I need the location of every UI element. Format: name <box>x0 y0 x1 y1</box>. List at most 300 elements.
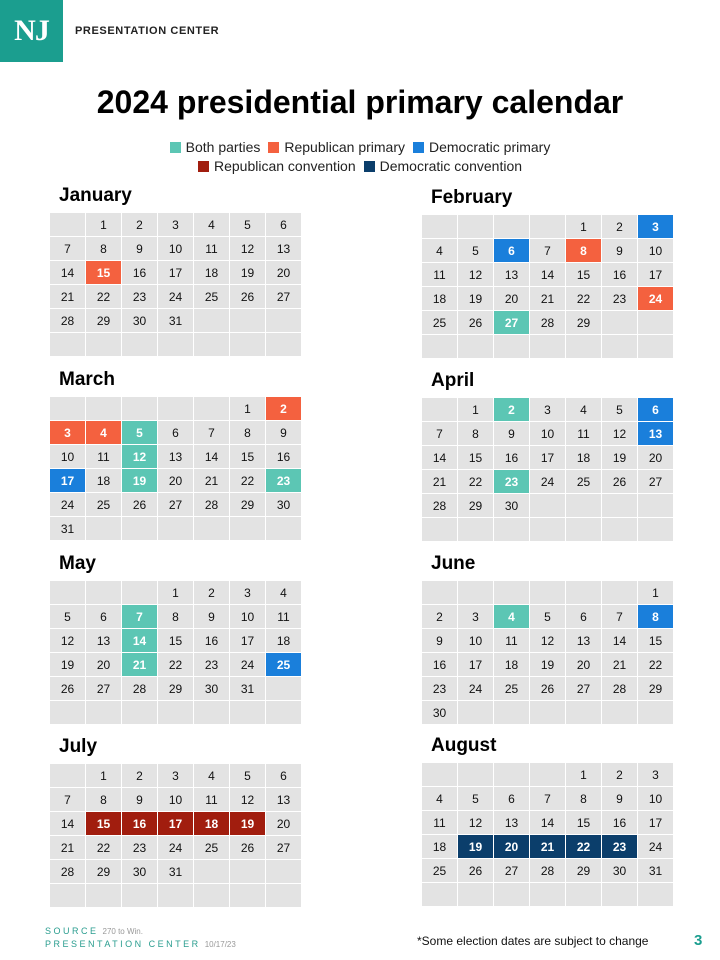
legend-row-2 <box>0 158 720 174</box>
nj-logo: NJ <box>0 0 63 62</box>
month-august <box>422 735 672 906</box>
day-cell-both: 14 <box>122 629 157 652</box>
day-cell: 25 <box>86 493 121 516</box>
empty-cell <box>422 581 457 604</box>
day-cell-repconv: 19 <box>230 812 265 835</box>
day-cell: 16 <box>194 629 229 652</box>
calendar-grid <box>422 215 673 358</box>
legend-label: Democratic convention <box>379 158 523 174</box>
empty-cell <box>86 701 121 724</box>
day-cell: 8 <box>458 422 493 445</box>
day-cell: 6 <box>266 213 301 236</box>
empty-cell <box>494 763 529 786</box>
empty-cell <box>458 883 493 906</box>
day-cell-rep: 15 <box>86 261 121 284</box>
calendar-grid <box>50 764 301 907</box>
day-cell-rep: 4 <box>86 421 121 444</box>
day-cell: 2 <box>194 581 229 604</box>
empty-cell <box>122 581 157 604</box>
day-cell: 27 <box>638 470 673 493</box>
empty-cell <box>566 701 601 724</box>
month-name: June <box>431 553 476 574</box>
day-cell: 28 <box>122 677 157 700</box>
legend-swatch <box>170 142 181 153</box>
day-cell: 29 <box>230 493 265 516</box>
empty-cell <box>422 398 457 421</box>
day-cell: 25 <box>194 285 229 308</box>
day-cell: 5 <box>50 605 85 628</box>
legend-swatch <box>268 142 279 153</box>
day-cell: 2 <box>422 605 457 628</box>
day-cell: 13 <box>266 788 301 811</box>
day-cell: 15 <box>230 445 265 468</box>
empty-cell <box>266 333 301 356</box>
day-cell: 3 <box>638 763 673 786</box>
day-cell: 1 <box>458 398 493 421</box>
day-cell: 9 <box>602 239 637 262</box>
empty-cell <box>86 397 121 420</box>
day-cell: 18 <box>86 469 121 492</box>
day-cell: 1 <box>638 581 673 604</box>
empty-cell <box>86 884 121 907</box>
empty-cell <box>566 518 601 541</box>
empty-cell <box>638 701 673 724</box>
day-cell: 26 <box>230 836 265 859</box>
day-cell: 26 <box>458 311 493 334</box>
day-cell: 14 <box>530 811 565 834</box>
empty-cell <box>230 884 265 907</box>
center-label: PRESENTATION CENTER <box>45 939 201 949</box>
day-cell: 30 <box>602 859 637 882</box>
empty-cell <box>602 518 637 541</box>
empty-cell <box>458 518 493 541</box>
footnote: *Some election dates are subject to change <box>417 934 649 948</box>
footer-date: 10/17/23 <box>204 940 236 949</box>
day-cell: 9 <box>266 421 301 444</box>
empty-cell <box>50 764 85 787</box>
day-cell: 21 <box>530 287 565 310</box>
day-cell: 13 <box>86 629 121 652</box>
empty-cell <box>194 517 229 540</box>
empty-cell <box>266 517 301 540</box>
day-cell-demconv: 22 <box>566 835 601 858</box>
empty-cell <box>86 333 121 356</box>
day-cell: 9 <box>122 788 157 811</box>
month-name: January <box>59 185 132 206</box>
day-cell-dem: 8 <box>638 605 673 628</box>
day-cell: 24 <box>530 470 565 493</box>
day-cell-dem: 3 <box>638 215 673 238</box>
empty-cell <box>266 309 301 332</box>
day-cell: 21 <box>50 285 85 308</box>
day-cell-demconv: 19 <box>458 835 493 858</box>
empty-cell <box>494 581 529 604</box>
day-cell: 11 <box>266 605 301 628</box>
day-cell-repconv: 17 <box>158 812 193 835</box>
legend-swatch <box>198 161 209 172</box>
month-name: April <box>431 370 475 391</box>
source-line <box>45 926 143 936</box>
day-cell: 14 <box>602 629 637 652</box>
day-cell: 21 <box>50 836 85 859</box>
legend-label: Both parties <box>185 139 261 155</box>
empty-cell <box>230 309 265 332</box>
day-cell-demconv: 21 <box>530 835 565 858</box>
day-cell: 2 <box>602 763 637 786</box>
day-cell: 3 <box>230 581 265 604</box>
day-cell: 29 <box>158 677 193 700</box>
day-cell: 10 <box>50 445 85 468</box>
empty-cell <box>638 518 673 541</box>
day-cell: 25 <box>566 470 601 493</box>
empty-cell <box>530 335 565 358</box>
day-cell: 23 <box>422 677 457 700</box>
empty-cell <box>230 701 265 724</box>
day-cell: 29 <box>566 311 601 334</box>
empty-cell <box>602 335 637 358</box>
day-cell: 21 <box>422 470 457 493</box>
empty-cell <box>458 335 493 358</box>
empty-cell <box>458 581 493 604</box>
day-cell-both: 4 <box>494 605 529 628</box>
day-cell: 24 <box>158 285 193 308</box>
empty-cell <box>158 884 193 907</box>
day-cell: 27 <box>266 836 301 859</box>
day-cell: 1 <box>86 764 121 787</box>
day-cell: 27 <box>566 677 601 700</box>
day-cell: 26 <box>530 677 565 700</box>
day-cell: 7 <box>530 787 565 810</box>
day-cell: 23 <box>122 285 157 308</box>
day-cell: 29 <box>86 860 121 883</box>
day-cell: 20 <box>266 812 301 835</box>
day-cell: 14 <box>50 812 85 835</box>
empty-cell <box>266 860 301 883</box>
empty-cell <box>422 215 457 238</box>
day-cell: 5 <box>458 787 493 810</box>
legend-row-1 <box>0 139 720 155</box>
day-cell: 24 <box>458 677 493 700</box>
day-cell: 14 <box>50 261 85 284</box>
empty-cell <box>230 517 265 540</box>
calendar-grid <box>50 213 301 356</box>
day-cell: 9 <box>194 605 229 628</box>
day-cell: 25 <box>422 311 457 334</box>
legend-item-repconv <box>198 158 356 174</box>
empty-cell <box>530 883 565 906</box>
day-cell: 30 <box>422 701 457 724</box>
empty-cell <box>158 397 193 420</box>
empty-cell <box>494 701 529 724</box>
day-cell: 31 <box>638 859 673 882</box>
legend-swatch <box>413 142 424 153</box>
day-cell: 20 <box>266 261 301 284</box>
empty-cell <box>566 335 601 358</box>
day-cell: 26 <box>602 470 637 493</box>
day-cell: 28 <box>194 493 229 516</box>
day-cell: 31 <box>158 860 193 883</box>
empty-cell <box>602 883 637 906</box>
day-cell: 18 <box>194 261 229 284</box>
day-cell: 10 <box>638 239 673 262</box>
legend-label: Republican convention <box>213 158 356 174</box>
month-july <box>50 736 300 907</box>
day-cell: 27 <box>158 493 193 516</box>
day-cell: 31 <box>230 677 265 700</box>
day-cell: 11 <box>194 237 229 260</box>
day-cell: 30 <box>266 493 301 516</box>
source-label: SOURCE <box>45 926 99 936</box>
day-cell: 29 <box>86 309 121 332</box>
day-cell: 8 <box>566 787 601 810</box>
day-cell-rep: 3 <box>50 421 85 444</box>
day-cell: 17 <box>458 653 493 676</box>
day-cell: 6 <box>158 421 193 444</box>
day-cell: 14 <box>422 446 457 469</box>
day-cell: 17 <box>638 811 673 834</box>
day-cell: 6 <box>494 787 529 810</box>
day-cell: 16 <box>122 261 157 284</box>
day-cell: 22 <box>230 469 265 492</box>
empty-cell <box>602 311 637 334</box>
legend-label: Democratic primary <box>428 139 551 155</box>
day-cell-repconv: 18 <box>194 812 229 835</box>
day-cell: 5 <box>458 239 493 262</box>
day-cell: 3 <box>158 213 193 236</box>
day-cell: 28 <box>602 677 637 700</box>
day-cell-dem: 17 <box>50 469 85 492</box>
day-cell: 10 <box>158 237 193 260</box>
day-cell: 17 <box>530 446 565 469</box>
day-cell: 22 <box>86 285 121 308</box>
empty-cell <box>158 701 193 724</box>
day-cell-demconv: 20 <box>494 835 529 858</box>
day-cell: 18 <box>494 653 529 676</box>
day-cell-both: 27 <box>494 311 529 334</box>
day-cell: 3 <box>158 764 193 787</box>
day-cell-both: 12 <box>122 445 157 468</box>
empty-cell <box>122 884 157 907</box>
legend-item-both <box>170 139 261 155</box>
day-cell: 1 <box>566 763 601 786</box>
day-cell-both: 19 <box>122 469 157 492</box>
day-cell: 24 <box>230 653 265 676</box>
day-cell: 11 <box>494 629 529 652</box>
day-cell: 7 <box>422 422 457 445</box>
empty-cell <box>638 311 673 334</box>
day-cell: 20 <box>158 469 193 492</box>
day-cell: 7 <box>194 421 229 444</box>
day-cell-both: 23 <box>494 470 529 493</box>
day-cell: 19 <box>458 287 493 310</box>
empty-cell <box>266 884 301 907</box>
day-cell: 11 <box>566 422 601 445</box>
day-cell: 20 <box>494 287 529 310</box>
day-cell: 7 <box>602 605 637 628</box>
empty-cell <box>458 701 493 724</box>
day-cell: 10 <box>530 422 565 445</box>
day-cell: 2 <box>122 764 157 787</box>
empty-cell <box>122 397 157 420</box>
day-cell: 1 <box>230 397 265 420</box>
day-cell-both: 2 <box>494 398 529 421</box>
day-cell: 4 <box>422 787 457 810</box>
day-cell: 9 <box>422 629 457 652</box>
day-cell: 18 <box>422 835 457 858</box>
day-cell-both: 7 <box>122 605 157 628</box>
month-january <box>50 185 300 356</box>
legend-item-demconv <box>364 158 522 174</box>
day-cell: 13 <box>266 237 301 260</box>
day-cell: 26 <box>458 859 493 882</box>
empty-cell <box>530 518 565 541</box>
day-cell: 12 <box>230 788 265 811</box>
day-cell: 29 <box>638 677 673 700</box>
day-cell: 10 <box>230 605 265 628</box>
day-cell: 8 <box>158 605 193 628</box>
day-cell: 31 <box>158 309 193 332</box>
day-cell: 5 <box>230 764 265 787</box>
empty-cell <box>194 309 229 332</box>
empty-cell <box>122 333 157 356</box>
day-cell: 20 <box>566 653 601 676</box>
day-cell: 19 <box>230 261 265 284</box>
empty-cell <box>602 701 637 724</box>
day-cell: 6 <box>266 764 301 787</box>
empty-cell <box>422 763 457 786</box>
day-cell: 4 <box>266 581 301 604</box>
day-cell-dem: 6 <box>638 398 673 421</box>
empty-cell <box>602 581 637 604</box>
month-name: March <box>59 369 115 390</box>
day-cell: 28 <box>530 859 565 882</box>
empty-cell <box>86 517 121 540</box>
legend-swatch <box>364 161 375 172</box>
day-cell: 19 <box>50 653 85 676</box>
day-cell-demconv: 23 <box>602 835 637 858</box>
day-cell: 18 <box>266 629 301 652</box>
day-cell: 4 <box>422 239 457 262</box>
day-cell: 21 <box>194 469 229 492</box>
day-cell: 9 <box>602 787 637 810</box>
empty-cell <box>122 701 157 724</box>
day-cell: 5 <box>530 605 565 628</box>
day-cell: 10 <box>638 787 673 810</box>
day-cell-rep: 2 <box>266 397 301 420</box>
empty-cell <box>566 581 601 604</box>
day-cell: 25 <box>422 859 457 882</box>
day-cell: 10 <box>458 629 493 652</box>
day-cell-both: 5 <box>122 421 157 444</box>
day-cell: 23 <box>122 836 157 859</box>
day-cell: 6 <box>86 605 121 628</box>
day-cell: 12 <box>602 422 637 445</box>
empty-cell <box>50 701 85 724</box>
day-cell: 1 <box>86 213 121 236</box>
empty-cell <box>50 213 85 236</box>
empty-cell <box>494 215 529 238</box>
day-cell: 12 <box>530 629 565 652</box>
day-cell: 21 <box>602 653 637 676</box>
day-cell: 29 <box>566 859 601 882</box>
empty-cell <box>50 581 85 604</box>
day-cell: 30 <box>122 860 157 883</box>
empty-cell <box>194 884 229 907</box>
day-cell: 8 <box>86 237 121 260</box>
day-cell: 17 <box>638 263 673 286</box>
empty-cell <box>230 333 265 356</box>
empty-cell <box>422 883 457 906</box>
source-value: 270 to Win. <box>102 927 143 936</box>
day-cell: 22 <box>566 287 601 310</box>
day-cell: 6 <box>566 605 601 628</box>
day-cell-both: 23 <box>266 469 301 492</box>
day-cell: 26 <box>50 677 85 700</box>
day-cell: 13 <box>494 263 529 286</box>
empty-cell <box>422 518 457 541</box>
empty-cell <box>566 883 601 906</box>
day-cell: 17 <box>230 629 265 652</box>
month-name: August <box>431 735 497 756</box>
month-may <box>50 553 300 724</box>
day-cell: 30 <box>494 494 529 517</box>
calendar-grid <box>422 763 673 906</box>
day-cell: 16 <box>602 811 637 834</box>
day-cell-both: 21 <box>122 653 157 676</box>
day-cell: 10 <box>158 788 193 811</box>
day-cell: 1 <box>566 215 601 238</box>
day-cell: 22 <box>86 836 121 859</box>
calendar-grid <box>422 398 673 541</box>
day-cell: 19 <box>530 653 565 676</box>
day-cell: 11 <box>422 263 457 286</box>
day-cell: 4 <box>566 398 601 421</box>
day-cell: 15 <box>566 263 601 286</box>
empty-cell <box>494 883 529 906</box>
day-cell: 2 <box>122 213 157 236</box>
empty-cell <box>122 517 157 540</box>
day-cell: 15 <box>566 811 601 834</box>
empty-cell <box>566 494 601 517</box>
day-cell: 12 <box>50 629 85 652</box>
day-cell: 12 <box>458 811 493 834</box>
day-cell: 11 <box>86 445 121 468</box>
calendar-grid <box>50 397 301 540</box>
day-cell: 30 <box>122 309 157 332</box>
empty-cell <box>530 701 565 724</box>
empty-cell <box>266 677 301 700</box>
day-cell: 11 <box>422 811 457 834</box>
brand-name: PRESENTATION CENTER <box>75 25 220 37</box>
day-cell: 7 <box>50 237 85 260</box>
empty-cell <box>50 884 85 907</box>
day-cell: 24 <box>50 493 85 516</box>
day-cell: 20 <box>638 446 673 469</box>
day-cell: 28 <box>422 494 457 517</box>
empty-cell <box>158 333 193 356</box>
day-cell: 16 <box>602 263 637 286</box>
day-cell: 3 <box>458 605 493 628</box>
month-name: May <box>59 553 96 574</box>
empty-cell <box>638 335 673 358</box>
day-cell: 14 <box>530 263 565 286</box>
day-cell: 7 <box>50 788 85 811</box>
day-cell: 5 <box>230 213 265 236</box>
page-number: 3 <box>694 932 703 949</box>
month-march <box>50 369 300 540</box>
day-cell: 15 <box>638 629 673 652</box>
day-cell: 2 <box>602 215 637 238</box>
